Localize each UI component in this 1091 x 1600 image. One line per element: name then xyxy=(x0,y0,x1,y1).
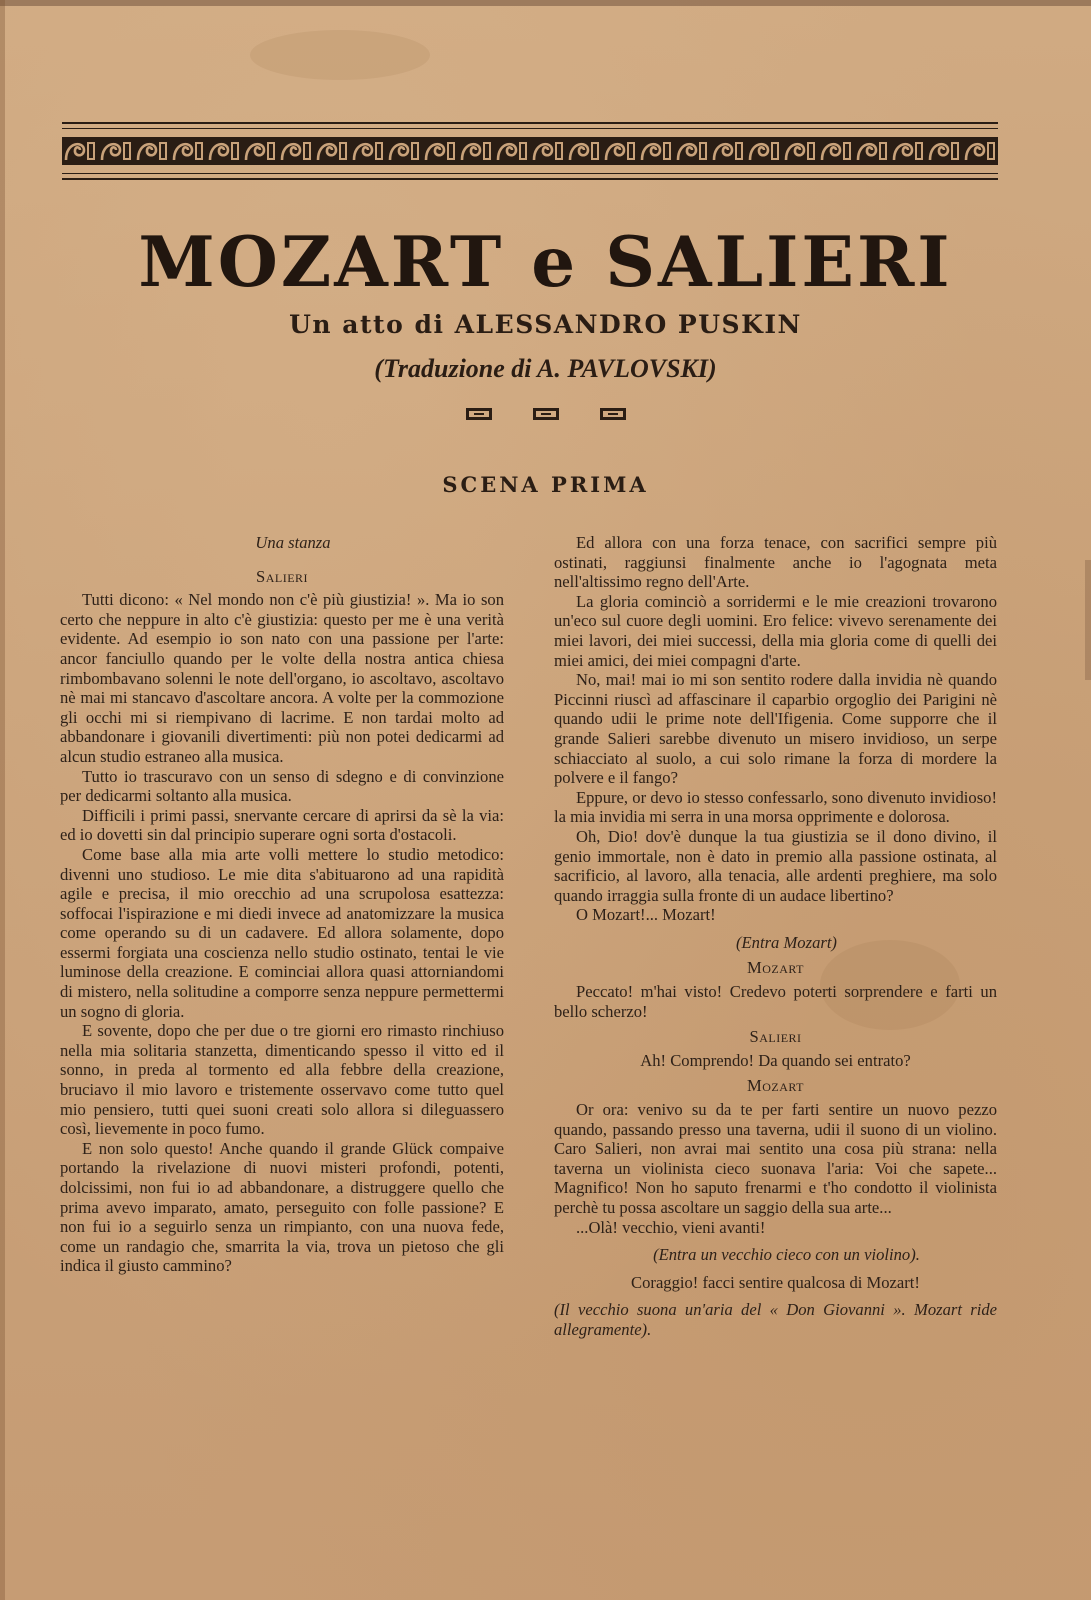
stage-setting: Una stanza xyxy=(255,533,331,552)
greek-key-ornament xyxy=(62,122,998,182)
stage-direction: (Il vecchio suona un'aria del « Don Giovanni ». Mozart ride allegramente). xyxy=(554,1300,997,1339)
dialogue-paragraph: Come base alla mia arte volli mettere lo studio metodico: divenni uno studioso. Le mie dita s'abituarono ad una rapidità agile e precisa, il mio orecchio ad una scrupolosa esattezza: soffocai l'ispirazione e mi diedi invece ad anatomizzare la musica come operando su di un cadavere. Ed allora solamente, dopo essermi forgiata una coscienza nello studio ostinato, tentai le vie luminose della creazione. E cominciai allora quasi attorniandomi di mistero, nella solitudine a comporre senza neppure permettermi un sogno di gloria. xyxy=(60,844,504,1021)
section-dingbats xyxy=(466,408,626,426)
speaker-name: Mozart xyxy=(746,1076,805,1096)
speaker-name: Mozart xyxy=(746,958,805,978)
page-top-edge xyxy=(0,0,1091,6)
dialogue-paragraph: E sovente, dopo che per due o tre giorni ero rimasto rinchiuso nella mia solitaria stanzetta, dimenticando spesso il vitto ed il sonno, in preda al tormento ed alla febbre della creazione, bruciavo il mio lavoro e tristemente osservavo come tutto quel mio pensiero, tutti quei suoni creati solo allora si dileguassero così, lievemente in poco fumo. xyxy=(60,1021,504,1139)
dialogue-paragraph: Or ora: venivo su da te per farti sentire un nuovo pezzo quando, passando presso una taverna, udii il suono di un violino. Caro Salieri, non avrai mai sentito una cosa più strana: nella taverna un violinista cieco suonava l'aria: Voi che sapete... Magnifico! Non ho saputo frenarmi e t'ho condotto il violinista perchè tu possa ascoltare un saggio della sua arte... xyxy=(554,1100,997,1217)
dialogue-paragraph: No, mai! mai io mi son sentito rodere dalla invidia nè quando Piccinni riuscì ad affascinare il caparbio orgoglio dei Parigini nè quando udii le prime note dell'Ifigenia. Come supporre che il grande Salieri sarebbe divenuto un misero invidioso, un serpe schiacciato al suolo, a cui solo rimane la forza di mordere la polvere e il fango? xyxy=(554,670,997,788)
dialogue-paragraph: La gloria cominciò a sorridermi e le mie creazioni trovarono un'eco sul cuore degli uomini. Ero felice: vivevo serenamente dei miei lavori, dei miei successi, della mia gloria come di quelli dei miei amici, dei miei compagni d'arte. xyxy=(554,591,997,670)
dialogue-paragraph: E non solo questo! Anche quando il grande Glück compaive portando la rivelazione di nuovi misteri profondi, potenti, dolcissimi, non fui io ad abbandonare, a distruggere quello che prima avevo imparato, amato, perseguito con folle passione? E non fui io a seguirlo senza un rimpianto, con una nuova fede, come un randagio che, smarrita la via, trova un pietoso che gli indica il giusto cammino? xyxy=(60,1138,504,1276)
speaker-name: Salieri xyxy=(749,1027,802,1047)
dialogue-paragraph: ...Olà! vecchio, vieni avanti! xyxy=(576,1217,766,1237)
paper-stain xyxy=(250,30,430,80)
dialogue-paragraph: Peccato! m'hai visto! Credevo poterti sorprendere e farti un bello scherzo! xyxy=(554,982,997,1021)
speaker-name: Salieri xyxy=(255,566,309,586)
dialogue-paragraph: Tutti dicono: « Nel mondo non c'è più giustizia! ». Ma io son certo che neppure in alto c'è giustizia: questo per me è una verità evidente. Ad esempio io son nato con una passione per l'arte: ancor fanciullo quando per le volte della nostra antica chiesa rimbombavano solenni le note dell'organo, io ascoltavo, ascoltavo nè mai mi stancavo d'ascoltare ancora. A volte per la commozione gli occhi mi si riempivano di lacrime. E non tardai molto ad abbandonare i giovanili divertimenti: più non potei dedicarmi ad alcun studio estraneo alla musica. xyxy=(60,590,504,766)
translator-credit: (Traduzione di A. PAVLOVSKI) xyxy=(374,354,717,383)
dialogue-paragraph: O Mozart!... Mozart! xyxy=(576,905,716,925)
scene-heading: SCENA PRIMA xyxy=(442,472,649,497)
dingbat-icon xyxy=(533,408,559,420)
stage-direction: (Entra un vecchio cieco con un violino). xyxy=(653,1245,920,1265)
dingbat-icon xyxy=(466,408,492,420)
dialogue-paragraph: Difficili i primi passi, snervante cercare di aprirsi da sè la via: ed io dovetti sin dal principio superare ogni sorta d'ostacoli. xyxy=(60,805,504,845)
page-title: MOZART e SALIERI xyxy=(138,222,953,303)
page-subtitle: Un atto di ALESSANDRO PUSKIN xyxy=(289,310,802,339)
dialogue-paragraph: Eppure, or devo io stesso confessarlo, sono divenuto invidioso! la mia invidia mi serra in una morsa opprimente e dolorosa. xyxy=(554,787,997,827)
dialogue-line: Coraggio! facci sentire qualcosa di Mozart! xyxy=(631,1272,920,1292)
page-fold-shadow xyxy=(1085,560,1091,680)
stage-direction: (Entra Mozart) xyxy=(736,932,837,952)
dialogue-line: Ah! Comprendo! Da quando sei entrato? xyxy=(640,1050,911,1070)
dialogue-paragraph: Tutto io trascuravo con un senso di sdegno e di convinzione per dedicarmi soltanto alla musica. xyxy=(60,766,504,806)
dingbat-icon xyxy=(600,408,626,420)
dialogue-paragraph: Oh, Dio! dov'è dunque la tua giustizia se il dono divino, il genio immortale, non è dato in premio alla passione ostinata, al sacrificio, al lavoro, alla tenacia, alle ardenti preghiere, ma solo quando irraggia sulla fronte di un audace libertino? xyxy=(554,826,997,905)
ornament-band-icon xyxy=(62,137,998,165)
dialogue-paragraph: Ed allora con una forza tenace, con sacrifici sempre più ostinati, raggiunsi finalmente anche io l'agognata meta nell'altissimo regno dell'Arte. xyxy=(554,533,997,592)
left-column xyxy=(60,533,504,1276)
right-column xyxy=(554,533,997,1340)
